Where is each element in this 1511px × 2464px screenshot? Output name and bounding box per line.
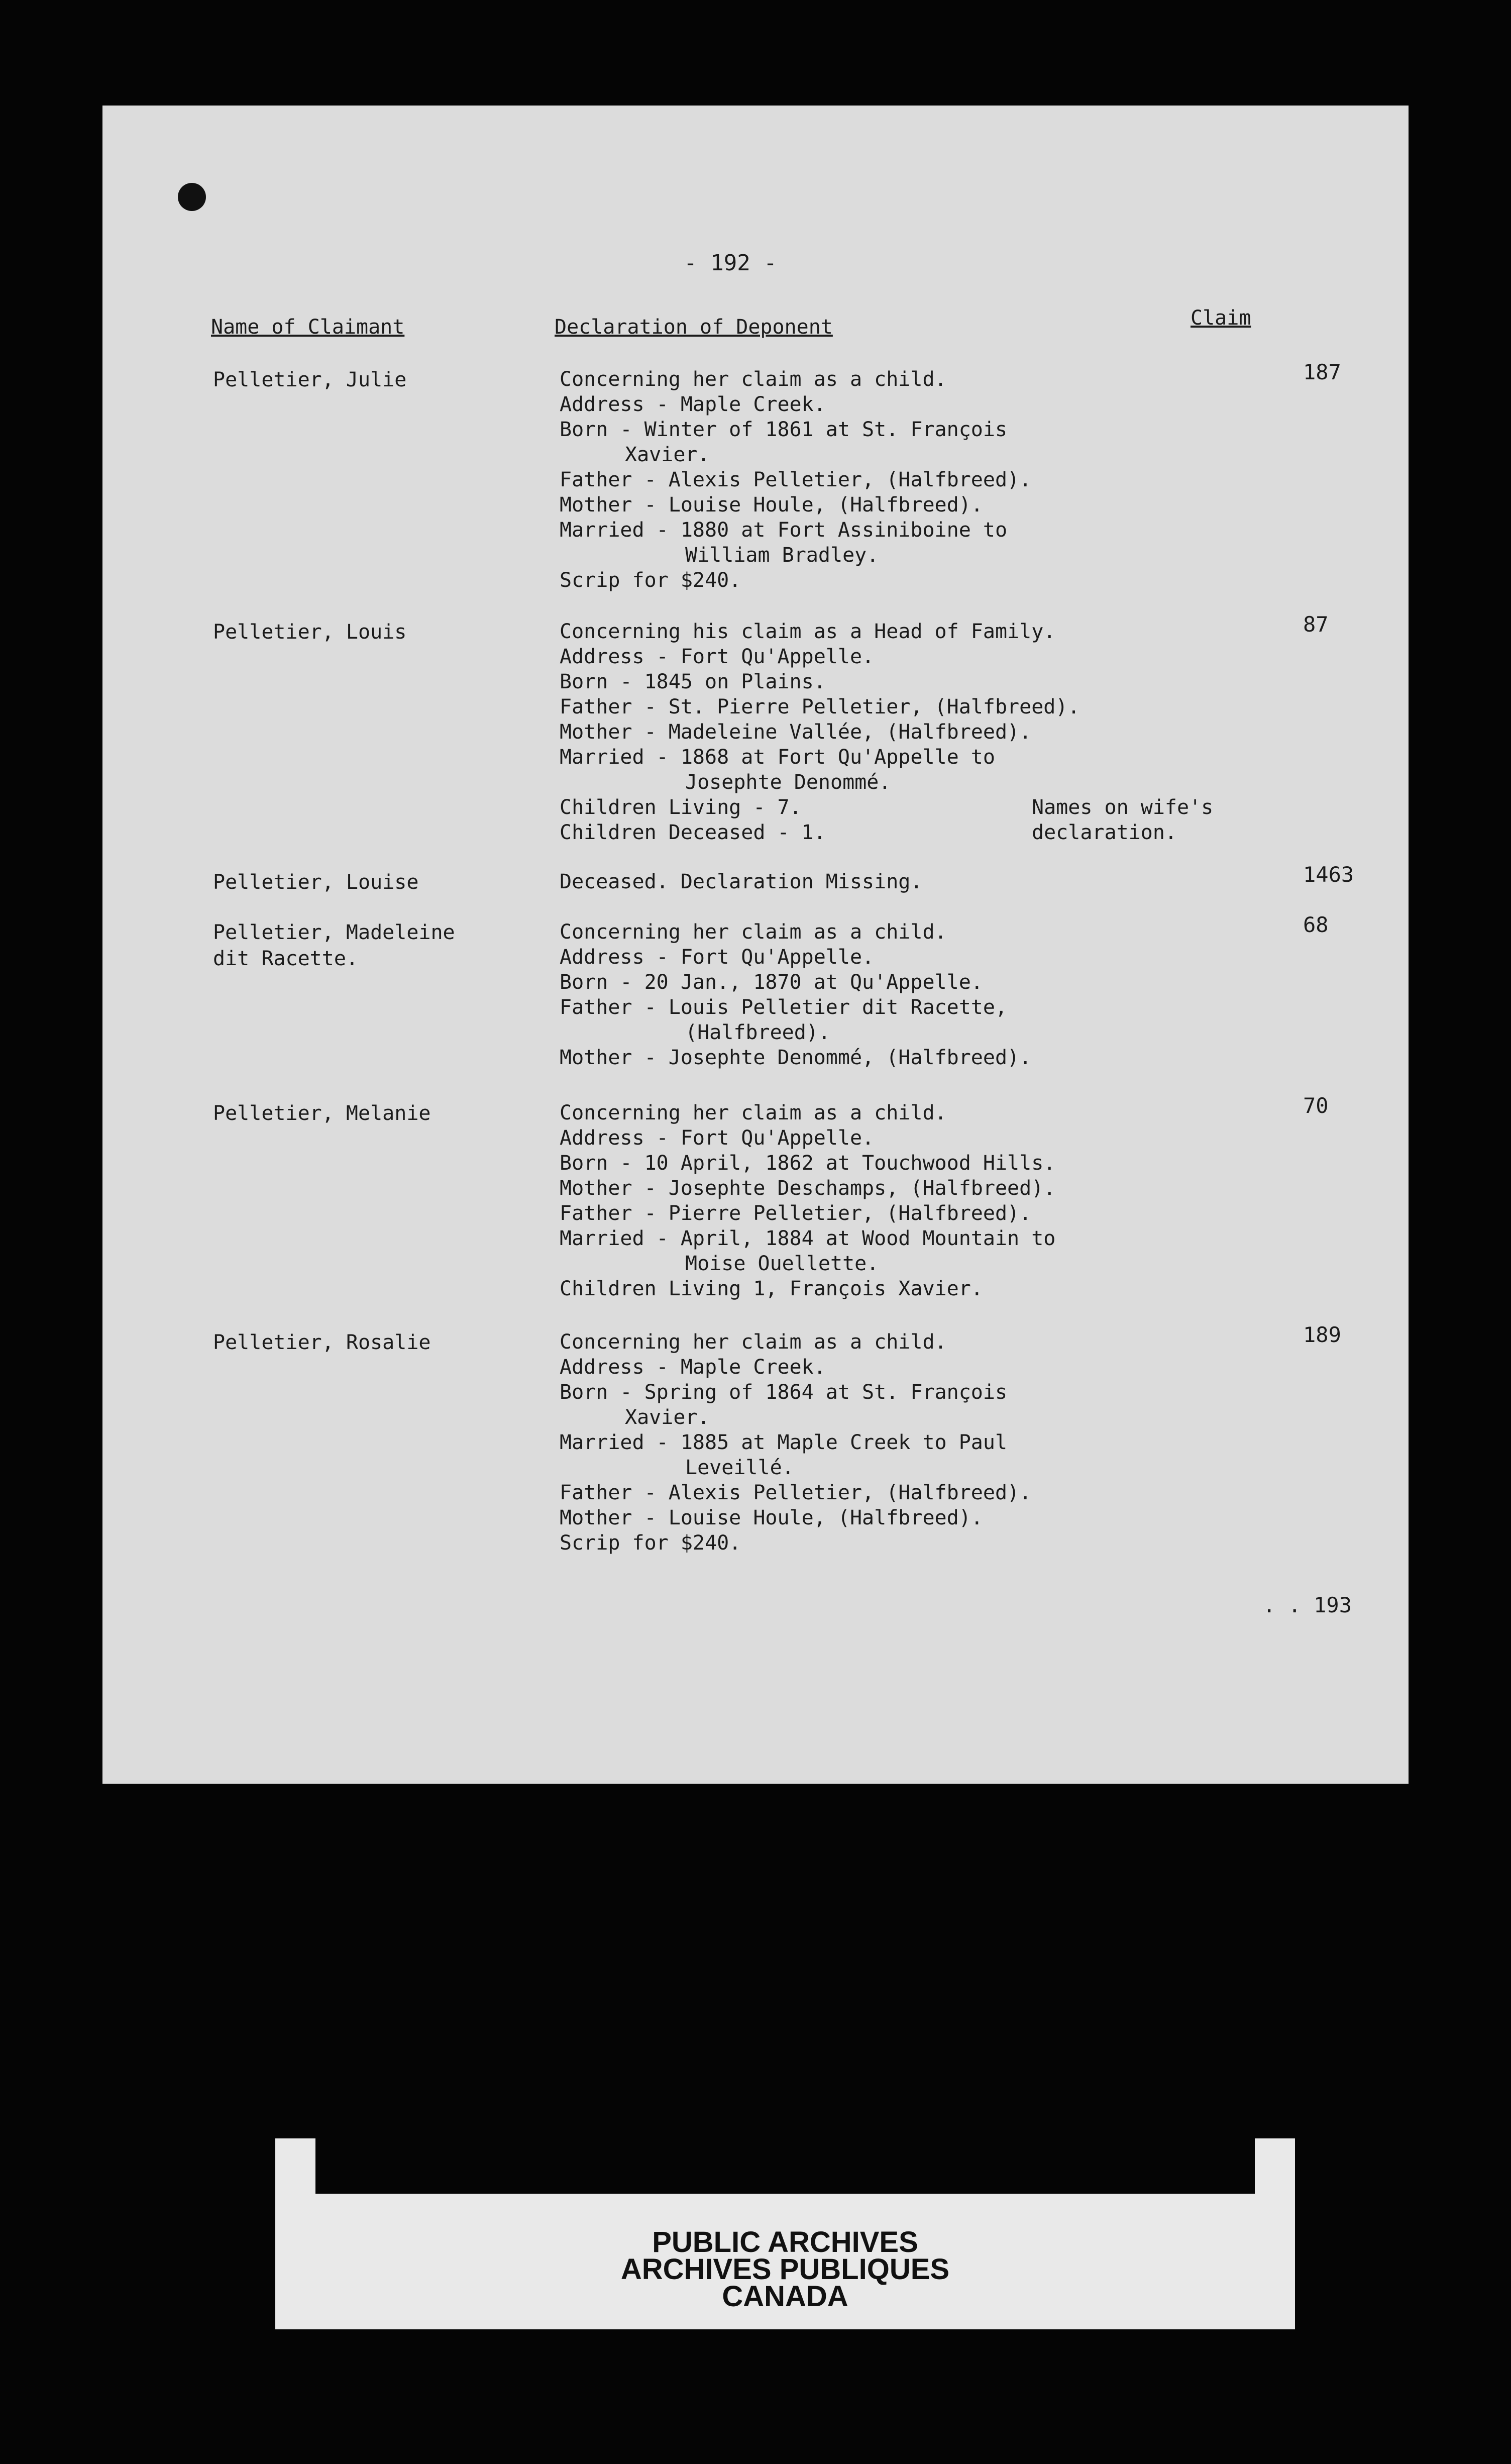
stamp-line-1: PUBLIC ARCHIVES [652,2226,918,2258]
declaration-line: Married - 1885 at Maple Creek to Paul [560,1431,1008,1454]
declaration-line: Married - 1880 at Fort Assiniboine to [560,519,1008,542]
claim-number: 70 [1303,1093,1329,1118]
claimant-name: Pelletier, Melanie [213,1102,431,1125]
declaration-line: Father - St. Pierre Pelletier, (Halfbreed). [560,695,1080,718]
declaration-line: Father - Alexis Pelletier, (Halfbreed). [560,1481,1032,1504]
declaration-line: Children Deceased - 1. [560,821,826,844]
declaration-line: Scrip for $240. [560,569,741,592]
declaration-line: Concerning his claim as a Head of Family. [560,620,1056,643]
declaration-line: Address - Fort Qu'Appelle. [560,946,875,969]
declaration-line: Moise Ouellette. [685,1252,879,1275]
claim-number: 87 [1303,612,1329,637]
declaration-line: Address - Maple Creek. [560,1356,826,1379]
claim-number: 187 [1303,360,1341,384]
column-header-name: Name of Claimant [211,316,405,339]
declaration-text [560,1100,1223,1301]
declaration-text [560,869,1223,894]
declaration-line: Josephte Denommé. [685,771,891,794]
claimant-name: Pelletier, Rosalie [213,1331,431,1354]
declaration-line: Deceased. Declaration Missing. [560,870,923,893]
declaration-line: Born - 10 April, 1862 at Touchwood Hills. [560,1152,1056,1175]
declaration-line: Address - Maple Creek. [560,393,826,416]
declaration-line: Children Living 1, François Xavier. [560,1277,983,1300]
declaration-line: Mother - Louise Houle, (Halfbreed). [560,1506,983,1529]
declaration-line: Concerning her claim as a child. [560,368,947,391]
declaration-text [560,1329,1223,1556]
declaration-line: Born - 20 Jan., 1870 at Qu'Appelle. [560,971,983,994]
declaration-line: Address - Fort Qu'Appelle. [560,645,875,668]
column-header-claim: Claim [1191,306,1251,330]
archives-stamp [275,2138,1295,2329]
declaration-text [560,919,1223,1070]
margin-note: Names on wife's declaration. [1032,796,1214,844]
declaration-line: Born - 1845 on Plains. [560,670,826,693]
claim-number: 1463 [1303,862,1354,887]
declaration-line: Leveillé. [685,1456,794,1479]
document-page [102,106,1409,1784]
declaration-line: Xavier. [625,443,710,466]
declaration-line: (Halfbreed). [685,1021,830,1044]
column-header-declaration: Declaration of Deponent [555,316,833,339]
stamp-notch [315,2138,1255,2194]
declaration-line: Concerning her claim as a child. [560,920,947,944]
stamp-text [275,2226,1295,2313]
declaration-line: Mother - Josephte Deschamps, (Halfbreed). [560,1177,1056,1200]
punch-hole [178,183,206,211]
declaration-line: Children Living - 7. [560,796,802,819]
declaration-line: Xavier. [625,1406,710,1429]
declaration-line: Married - 1868 at Fort Qu'Appelle to [560,746,995,769]
claimant-name: Pelletier, Louise [213,871,419,894]
declaration-line: Mother - Louise Houle, (Halfbreed). [560,493,983,517]
declaration-line: Father - Pierre Pelletier, (Halfbreed). [560,1202,1032,1225]
declaration-line: Father - Alexis Pelletier, (Halfbreed). [560,468,1032,491]
claim-number: 68 [1303,912,1329,937]
declaration-line: Born - Spring of 1864 at St. François [560,1381,1008,1404]
declaration-line: Born - Winter of 1861 at St. François [560,418,1008,441]
declaration-line: Mother - Madeleine Vallée, (Halfbreed). [560,721,1032,744]
stamp-line-2: ARCHIVES PUBLIQUES [620,2253,950,2286]
claimant-name: Pelletier, Julie [213,368,407,391]
declaration-line: Father - Louis Pelletier dit Racette, [560,996,1008,1019]
page-number: - 192 - [684,250,777,276]
declaration-line: Scrip for $240. [560,1531,741,1555]
declaration-line: William Bradley. [685,544,879,567]
declaration-line: Concerning her claim as a child. [560,1101,947,1124]
declaration-text [560,367,1223,593]
claim-number: 189 [1303,1322,1341,1347]
declaration-line: Married - April, 1884 at Wood Mountain to [560,1227,1056,1250]
declaration-line: Mother - Josephte Denommé, (Halfbreed). [560,1046,1032,1069]
declaration-line: Address - Fort Qu'Appelle. [560,1126,875,1150]
claimant-name: Pelletier, Louis [213,621,407,644]
stamp-line-3: CANADA [722,2280,848,2313]
claimant-name: Pelletier, Madeleine dit Racette. [213,921,455,970]
continued-page-marker: . . 193 [1263,1593,1352,1617]
declaration-line: Concerning her claim as a child. [560,1330,947,1354]
